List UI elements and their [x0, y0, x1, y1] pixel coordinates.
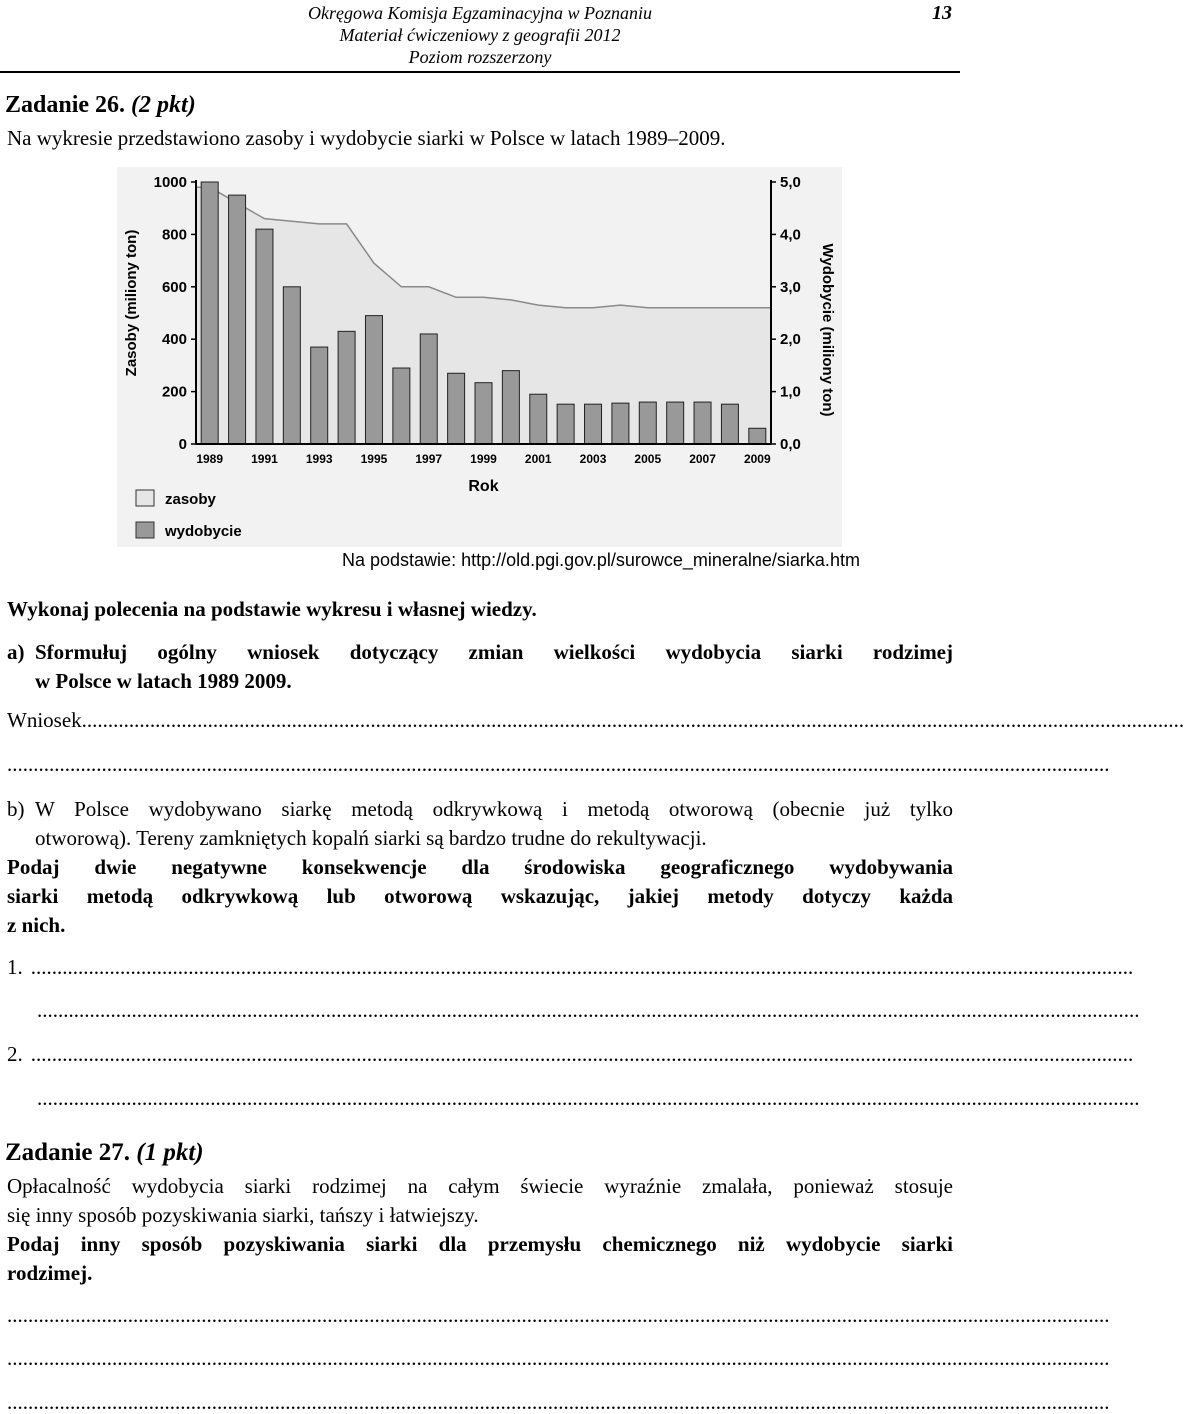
- x-axis-label: Rok: [468, 478, 499, 495]
- source-label: Na podstawie:: [342, 550, 462, 570]
- x-tick-label: 1991: [251, 452, 278, 466]
- y-left-tick-label: 600: [161, 278, 187, 296]
- chart-source: [342, 548, 860, 572]
- x-tick-label: 2001: [524, 452, 552, 466]
- x-tick-label: 2003: [579, 452, 607, 466]
- header-material: Materiał ćwiczeniowy z geografii 2012: [339, 25, 621, 45]
- x-tick-label: 1989: [196, 452, 224, 466]
- subtask-b-bold-line2: siarki metodą odkrywkową lub otworową wskazując, jakiej metody dotyczy każda: [7, 884, 953, 908]
- answer-1-line-2[interactable]: ..................................................................................................................................................................................................................: [37, 998, 1140, 1022]
- wniosek-label: Wniosek: [7, 708, 82, 732]
- bar-wydobycie-2001: [530, 394, 547, 444]
- bar-wydobycie-2003: [585, 404, 602, 444]
- y-left-tick-label: 800: [161, 226, 187, 244]
- answer-2-line-1[interactable]: [7, 1042, 1134, 1066]
- subtask-b-marker: b): [7, 797, 25, 821]
- bar-wydobycie-2002: [557, 404, 574, 444]
- task27-number: Zadanie 27.: [5, 1139, 131, 1166]
- y-left-tick-label: 0: [178, 436, 187, 453]
- x-tick-label: 1995: [360, 452, 388, 466]
- bar-wydobycie-1989: [201, 182, 218, 444]
- source-url[interactable]: http://old.pgi.gov.pl/surowce_mineralne/siarka.htm: [461, 550, 860, 570]
- task26-intro: Na wykresie przedstawiono zasoby i wydobycie siarki w Polsce w latach 1989–2009.: [7, 126, 726, 150]
- answer-2-line-2[interactable]: ..................................................................................................................................................................................................................: [37, 1086, 1140, 1110]
- bar-wydobycie-2006: [667, 402, 684, 444]
- answer-2-label: 2.: [7, 1042, 23, 1066]
- x-tick-label: 1993: [305, 452, 333, 466]
- x-tick-label: 2007: [689, 452, 716, 466]
- task26-number: Zadanie 26.: [5, 92, 126, 118]
- x-tick-label: 1997: [415, 452, 443, 466]
- task27-title: [5, 1137, 204, 1169]
- legend-label-wydobycie: wydobycie: [165, 523, 242, 540]
- task26-instruction: Wykonaj polecenia na podstawie wykresu i własnej wiedzy.: [7, 597, 537, 621]
- answer-1-line-1[interactable]: [7, 955, 1134, 979]
- x-tick-label: 2009: [743, 452, 771, 466]
- subtask-a-line1: Sformułuj ogólny wniosek dotyczący zmian wielkości wydobycia siarki rodzimej: [35, 640, 953, 664]
- subtask-b-line1: W Polsce wydobywano siarkę metodą odkrywkową i metodą otworową (obecnie już tylko: [35, 797, 953, 821]
- dots: ..................................................................................................................................................................................................................: [30, 955, 1134, 979]
- header-level: Poziom rozszerzony: [408, 47, 552, 67]
- exam-header: [0, 2, 960, 68]
- subtask-a-line2: w Polsce w latach 1989 2009.: [35, 669, 292, 693]
- bar-wydobycie-2008: [721, 404, 738, 444]
- bar-wydobycie-1994: [338, 331, 355, 444]
- y-right-tick-label: 1,0: [780, 383, 801, 401]
- task26-points: (2 pkt): [131, 92, 196, 118]
- bar-wydobycie-1990: [229, 195, 246, 444]
- bar-wydobycie-1998: [448, 373, 465, 444]
- task27-line2: się inny sposób pozyskiwania siarki, tańszy i łatwiejszy.: [7, 1203, 479, 1227]
- header-rule: [0, 71, 960, 73]
- chart-svg: [117, 167, 842, 547]
- y-left-tick-label: 200: [161, 383, 187, 401]
- page-number: 13: [932, 2, 952, 24]
- bar-wydobycie-2000: [502, 371, 519, 444]
- bar-wydobycie-2009: [749, 428, 766, 444]
- task27-points: (1 pkt): [136, 1139, 204, 1166]
- answer-wniosek-line[interactable]: [7, 708, 1184, 732]
- subtask-b-bold-line1: Podaj dwie negatywne konsekwencje dla środowiska geograficznego wydobywania: [7, 855, 953, 879]
- y-right-tick-label: 4,0: [780, 226, 801, 244]
- legend-swatch-wydobycie: [136, 522, 154, 538]
- answer-1-label: 1.: [7, 955, 23, 979]
- answer-27-line-1[interactable]: ..................................................................................................................................................................................................................: [7, 1303, 1110, 1327]
- task26-title: [5, 90, 196, 120]
- bar-wydobycie-1995: [365, 316, 382, 444]
- subtask-a-marker: a): [7, 640, 25, 664]
- y-left-tick-label: 400: [161, 331, 187, 349]
- task27-bold-line1: Podaj inny sposób pozyskiwania siarki dla przemysłu chemicznego niż wydobycie siarki: [7, 1232, 953, 1256]
- y-right-tick-label: 5,0: [780, 174, 801, 191]
- bar-wydobycie-1997: [420, 334, 437, 444]
- bar-wydobycie-1993: [311, 347, 328, 444]
- legend-label-zasoby: zasoby: [165, 491, 216, 508]
- bar-wydobycie-2005: [639, 402, 656, 444]
- legend-swatch-zasoby: [136, 490, 154, 506]
- y-axis-left-label: Zasoby (miliony ton): [123, 229, 140, 377]
- y-axis-right-label: Wydobycie (miliony ton): [819, 243, 836, 417]
- sulphur-chart: [117, 167, 842, 547]
- answer-a-line-2[interactable]: ..................................................................................................................................................................................................................: [7, 752, 1110, 776]
- task27-bold-line2: rodzimej.: [7, 1261, 93, 1285]
- y-right-tick-label: 3,0: [780, 278, 801, 296]
- header-commission: Okręgowa Komisja Egzaminacyjna w Poznaniu: [308, 3, 652, 23]
- subtask-b-line2: otworową). Tereny zamkniętych kopalń siarki są bardzo trudne do rekultywacji.: [35, 826, 707, 850]
- dots: ..................................................................................................................................................................................................................: [81, 708, 1184, 732]
- bar-wydobycie-1991: [256, 229, 273, 444]
- answer-27-line-2[interactable]: ..................................................................................................................................................................................................................: [7, 1346, 1110, 1370]
- x-tick-label: 2005: [634, 452, 662, 466]
- bar-wydobycie-1992: [283, 287, 300, 444]
- y-right-tick-label: 0,0: [780, 436, 801, 453]
- bar-wydobycie-2007: [694, 402, 711, 444]
- task27-line1: Opłacalność wydobycia siarki rodzimej na całym świecie wyraźnie zmalała, ponieważ stosuje: [7, 1174, 953, 1198]
- bar-wydobycie-1996: [393, 368, 410, 444]
- bar-wydobycie-2004: [612, 403, 629, 444]
- subtask-b-bold-line3: z nich.: [7, 913, 66, 937]
- answer-27-line-3[interactable]: ..................................................................................................................................................................................................................: [7, 1390, 1110, 1414]
- x-tick-label: 1999: [470, 452, 497, 466]
- y-right-tick-label: 2,0: [780, 331, 801, 349]
- dots: ..................................................................................................................................................................................................................: [30, 1042, 1134, 1066]
- y-left-tick-label: 1000: [153, 174, 187, 191]
- bar-wydobycie-1999: [475, 383, 492, 444]
